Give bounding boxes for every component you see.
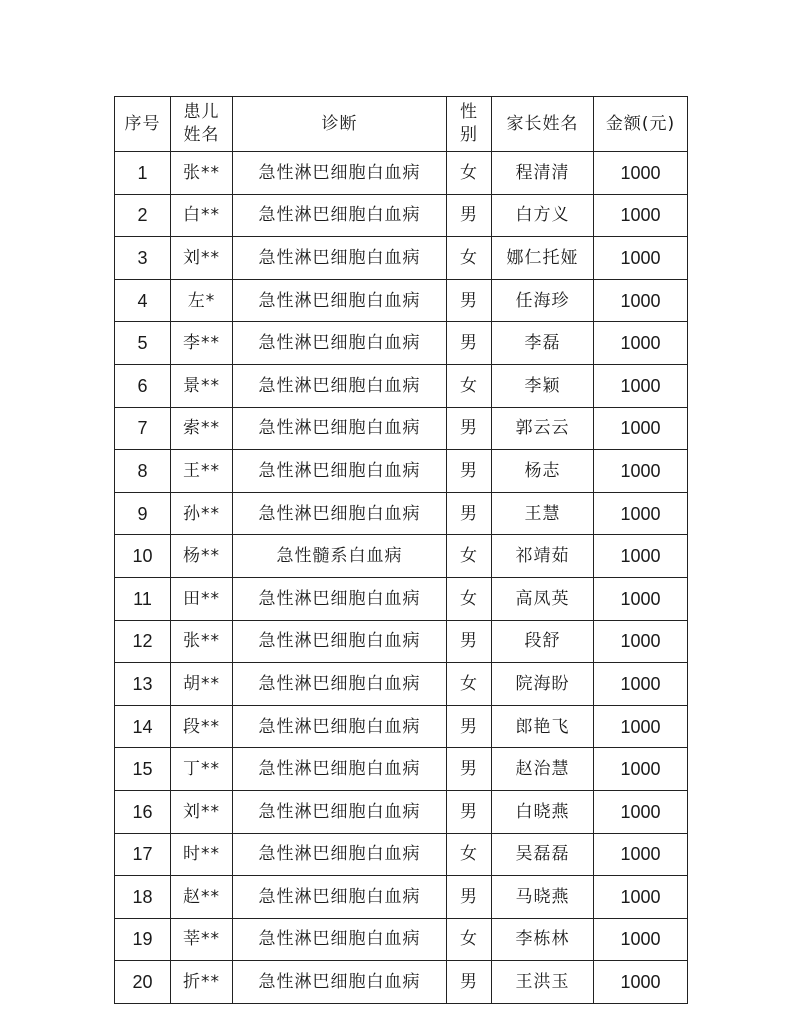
header-amount-label: 金额(元) — [605, 113, 676, 134]
row-patient-name: 田** — [171, 577, 233, 620]
row-diagnosis: 急性淋巴细胞白血病 — [233, 876, 447, 919]
row-gender: 女 — [447, 663, 492, 706]
row-parent-name: 吴磊磊 — [492, 833, 594, 876]
row-amount: 1000 — [594, 237, 688, 280]
row-diagnosis: 急性淋巴细胞白血病 — [233, 833, 447, 876]
row-index: 19 — [115, 918, 171, 961]
table-row — [115, 535, 688, 578]
header-row — [115, 97, 688, 152]
row-patient-name: 张** — [171, 620, 233, 663]
row-amount: 1000 — [594, 450, 688, 493]
table-row — [115, 279, 688, 322]
row-index: 12 — [115, 620, 171, 663]
row-diagnosis: 急性淋巴细胞白血病 — [233, 663, 447, 706]
row-gender: 男 — [447, 876, 492, 919]
row-gender: 女 — [447, 535, 492, 578]
row-amount: 1000 — [594, 322, 688, 365]
table-row — [115, 322, 688, 365]
row-parent-name: 程清清 — [492, 152, 594, 195]
row-amount: 1000 — [594, 620, 688, 663]
header-gender — [447, 97, 492, 152]
row-diagnosis: 急性淋巴细胞白血病 — [233, 918, 447, 961]
row-parent-name: 白晓燕 — [492, 790, 594, 833]
row-parent-name: 高凤英 — [492, 577, 594, 620]
row-index: 18 — [115, 876, 171, 919]
row-index: 13 — [115, 663, 171, 706]
row-patient-name: 白** — [171, 194, 233, 237]
row-amount: 1000 — [594, 492, 688, 535]
row-gender: 女 — [447, 237, 492, 280]
row-diagnosis: 急性淋巴细胞白血病 — [233, 279, 447, 322]
row-amount: 1000 — [594, 748, 688, 791]
row-gender: 女 — [447, 833, 492, 876]
row-index: 6 — [115, 364, 171, 407]
row-index: 11 — [115, 577, 171, 620]
row-index: 3 — [115, 237, 171, 280]
row-index: 5 — [115, 322, 171, 365]
row-gender: 男 — [447, 961, 492, 1004]
row-parent-name: 白方义 — [492, 194, 594, 237]
row-patient-name: 孙** — [171, 492, 233, 535]
row-patient-name: 李** — [171, 322, 233, 365]
row-parent-name: 娜仁托娅 — [492, 237, 594, 280]
row-parent-name: 祁靖茹 — [492, 535, 594, 578]
table-row — [115, 705, 688, 748]
row-gender: 女 — [447, 577, 492, 620]
row-index: 1 — [115, 152, 171, 195]
row-index: 4 — [115, 279, 171, 322]
row-amount: 1000 — [594, 833, 688, 876]
row-index: 14 — [115, 705, 171, 748]
row-gender: 男 — [447, 279, 492, 322]
row-diagnosis: 急性淋巴细胞白血病 — [233, 748, 447, 791]
row-parent-name: 李磊 — [492, 322, 594, 365]
header-parent-name-label: 家长姓名 — [506, 113, 579, 134]
row-patient-name: 丁** — [171, 748, 233, 791]
table-row — [115, 364, 688, 407]
table-row — [115, 748, 688, 791]
header-gender-label: 性别 — [459, 102, 478, 145]
header-diagnosis — [233, 97, 447, 152]
table-row — [115, 663, 688, 706]
row-patient-name: 杨** — [171, 535, 233, 578]
header-parent-name — [492, 97, 594, 152]
row-gender: 男 — [447, 407, 492, 450]
row-patient-name: 刘** — [171, 237, 233, 280]
beneficiary-table — [114, 96, 688, 1004]
row-amount: 1000 — [594, 705, 688, 748]
row-gender: 女 — [447, 918, 492, 961]
table-header — [115, 97, 688, 152]
row-index: 17 — [115, 833, 171, 876]
row-patient-name: 胡** — [171, 663, 233, 706]
row-parent-name: 马晓燕 — [492, 876, 594, 919]
row-index: 7 — [115, 407, 171, 450]
table-row — [115, 450, 688, 493]
row-diagnosis: 急性淋巴细胞白血病 — [233, 492, 447, 535]
table-row — [115, 918, 688, 961]
row-diagnosis: 急性淋巴细胞白血病 — [233, 705, 447, 748]
row-gender: 男 — [447, 748, 492, 791]
row-amount: 1000 — [594, 364, 688, 407]
row-gender: 男 — [447, 450, 492, 493]
row-patient-name: 折** — [171, 961, 233, 1004]
row-patient-name: 莘** — [171, 918, 233, 961]
row-parent-name: 李颖 — [492, 364, 594, 407]
row-diagnosis: 急性淋巴细胞白血病 — [233, 194, 447, 237]
row-diagnosis: 急性淋巴细胞白血病 — [233, 364, 447, 407]
header-patient-name — [171, 97, 233, 152]
row-diagnosis: 急性淋巴细胞白血病 — [233, 322, 447, 365]
row-parent-name: 郭云云 — [492, 407, 594, 450]
row-amount: 1000 — [594, 961, 688, 1004]
row-diagnosis: 急性淋巴细胞白血病 — [233, 577, 447, 620]
row-amount: 1000 — [594, 152, 688, 195]
header-index-label: 序号 — [124, 113, 161, 134]
row-patient-name: 王** — [171, 450, 233, 493]
row-parent-name: 郎艳飞 — [492, 705, 594, 748]
row-index: 20 — [115, 961, 171, 1004]
table-row — [115, 407, 688, 450]
row-patient-name: 左* — [171, 279, 233, 322]
row-diagnosis: 急性淋巴细胞白血病 — [233, 237, 447, 280]
row-amount: 1000 — [594, 918, 688, 961]
header-diagnosis-label: 诊断 — [321, 113, 358, 134]
row-gender: 男 — [447, 790, 492, 833]
row-patient-name: 段** — [171, 705, 233, 748]
row-amount: 1000 — [594, 577, 688, 620]
row-diagnosis: 急性淋巴细胞白血病 — [233, 152, 447, 195]
header-index — [115, 97, 171, 152]
row-amount: 1000 — [594, 876, 688, 919]
row-gender: 女 — [447, 364, 492, 407]
row-parent-name: 赵治慧 — [492, 748, 594, 791]
row-patient-name: 张** — [171, 152, 233, 195]
row-parent-name: 段舒 — [492, 620, 594, 663]
row-amount: 1000 — [594, 407, 688, 450]
row-patient-name: 时** — [171, 833, 233, 876]
row-amount: 1000 — [594, 535, 688, 578]
row-diagnosis: 急性淋巴细胞白血病 — [233, 620, 447, 663]
row-diagnosis: 急性淋巴细胞白血病 — [233, 407, 447, 450]
table-row — [115, 961, 688, 1004]
row-gender: 男 — [447, 194, 492, 237]
row-gender: 男 — [447, 620, 492, 663]
row-patient-name: 刘** — [171, 790, 233, 833]
row-index: 15 — [115, 748, 171, 791]
row-index: 10 — [115, 535, 171, 578]
row-diagnosis: 急性髓系白血病 — [233, 535, 447, 578]
row-parent-name: 院海盼 — [492, 663, 594, 706]
table-row — [115, 152, 688, 195]
table-body — [115, 152, 688, 1004]
table-row — [115, 194, 688, 237]
table-row — [115, 620, 688, 663]
row-patient-name: 索** — [171, 407, 233, 450]
row-diagnosis: 急性淋巴细胞白血病 — [233, 961, 447, 1004]
table-row — [115, 492, 688, 535]
row-index: 8 — [115, 450, 171, 493]
table-row — [115, 577, 688, 620]
row-index: 2 — [115, 194, 171, 237]
table-row — [115, 237, 688, 280]
row-amount: 1000 — [594, 194, 688, 237]
row-gender: 女 — [447, 152, 492, 195]
row-gender: 男 — [447, 322, 492, 365]
row-diagnosis: 急性淋巴细胞白血病 — [233, 790, 447, 833]
table-row — [115, 790, 688, 833]
row-patient-name: 景** — [171, 364, 233, 407]
row-parent-name: 杨志 — [492, 450, 594, 493]
row-parent-name: 王慧 — [492, 492, 594, 535]
table-row — [115, 876, 688, 919]
row-parent-name: 王洪玉 — [492, 961, 594, 1004]
row-patient-name: 赵** — [171, 876, 233, 919]
row-diagnosis: 急性淋巴细胞白血病 — [233, 450, 447, 493]
row-amount: 1000 — [594, 663, 688, 706]
header-amount — [594, 97, 688, 152]
row-gender: 男 — [447, 492, 492, 535]
table-row — [115, 833, 688, 876]
row-gender: 男 — [447, 705, 492, 748]
row-parent-name: 李栋林 — [492, 918, 594, 961]
row-parent-name: 任海珍 — [492, 279, 594, 322]
row-index: 9 — [115, 492, 171, 535]
row-amount: 1000 — [594, 279, 688, 322]
row-amount: 1000 — [594, 790, 688, 833]
row-index: 16 — [115, 790, 171, 833]
header-patient-name-label: 患儿姓名 — [183, 102, 220, 145]
